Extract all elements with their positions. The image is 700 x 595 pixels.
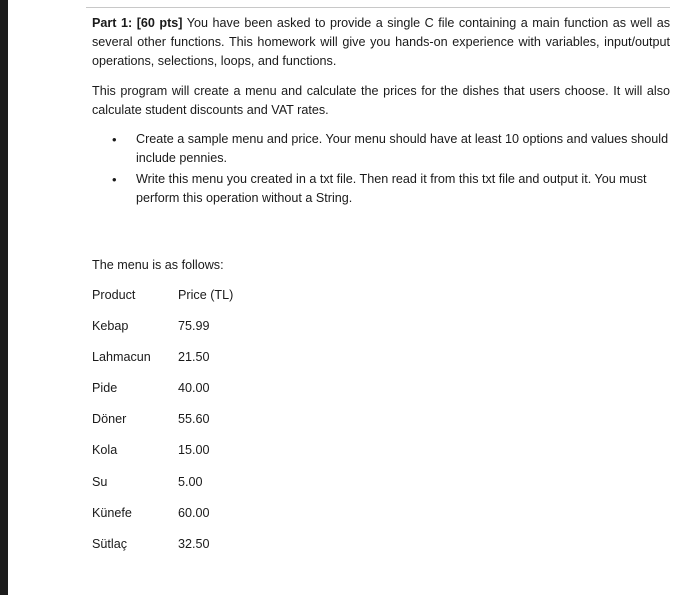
table-row xyxy=(92,441,298,472)
product-cell: Sütlaç xyxy=(92,536,128,551)
document-page xyxy=(92,14,670,551)
price-cell: 21.50 xyxy=(178,350,210,365)
list-item xyxy=(92,130,670,168)
price-cell: 60.00 xyxy=(178,505,210,520)
menu-intro: The menu is as follows: xyxy=(92,258,224,272)
price-cell: 15.00 xyxy=(178,443,210,458)
price-cell: 40.00 xyxy=(178,381,210,396)
list-item-text: Create a sample menu and price. Your menu should have at least 10 options and values should include pennies. xyxy=(136,132,669,165)
product-cell: Kebap xyxy=(92,319,129,334)
price-cell: 5.00 xyxy=(178,474,203,489)
part-label: Part 1: [60 pts] xyxy=(92,16,183,30)
table-row xyxy=(92,535,298,566)
task-intro-text: You have been asked to provide a single C file containing a main function as well as several other functions. This homework will give you hands-on experience with variables, input/output operations, selections, loops, and functions. xyxy=(92,16,670,68)
product-cell: Döner xyxy=(92,412,127,427)
table-row xyxy=(92,317,298,348)
table-row xyxy=(92,410,298,441)
price-cell: 32.50 xyxy=(178,536,210,551)
product-cell: Künefe xyxy=(92,505,132,520)
column-header-price: Price (TL) xyxy=(178,288,234,302)
bullet-icon: • xyxy=(112,132,117,147)
left-edge-bar xyxy=(0,0,8,595)
product-cell: Pide xyxy=(92,381,118,396)
column-header-product: Product xyxy=(92,288,136,302)
program-description: This program will create a menu and calculate the prices for the dishes that users choose. It will also calculate student discounts and VAT rates. xyxy=(92,84,670,117)
product-cell: Lahmacun xyxy=(92,350,151,365)
top-divider xyxy=(86,7,670,8)
table-row xyxy=(92,379,298,410)
table-row xyxy=(92,473,298,504)
table-row xyxy=(92,504,298,535)
list-item-text: Write this menu you created in a txt file. Then read it from this txt file and output it. You must perform this operation without a String. xyxy=(136,172,647,205)
requirements-list xyxy=(92,130,670,208)
bullet-icon: • xyxy=(112,172,117,187)
price-cell: 55.60 xyxy=(178,412,210,427)
table-header-row xyxy=(92,286,298,317)
product-cell: Su xyxy=(92,474,108,489)
menu-table xyxy=(92,286,298,566)
table-row xyxy=(92,348,298,379)
price-cell: 75.99 xyxy=(178,319,210,334)
product-cell: Kola xyxy=(92,443,118,458)
list-item xyxy=(92,170,670,208)
task-paragraph xyxy=(92,14,670,71)
